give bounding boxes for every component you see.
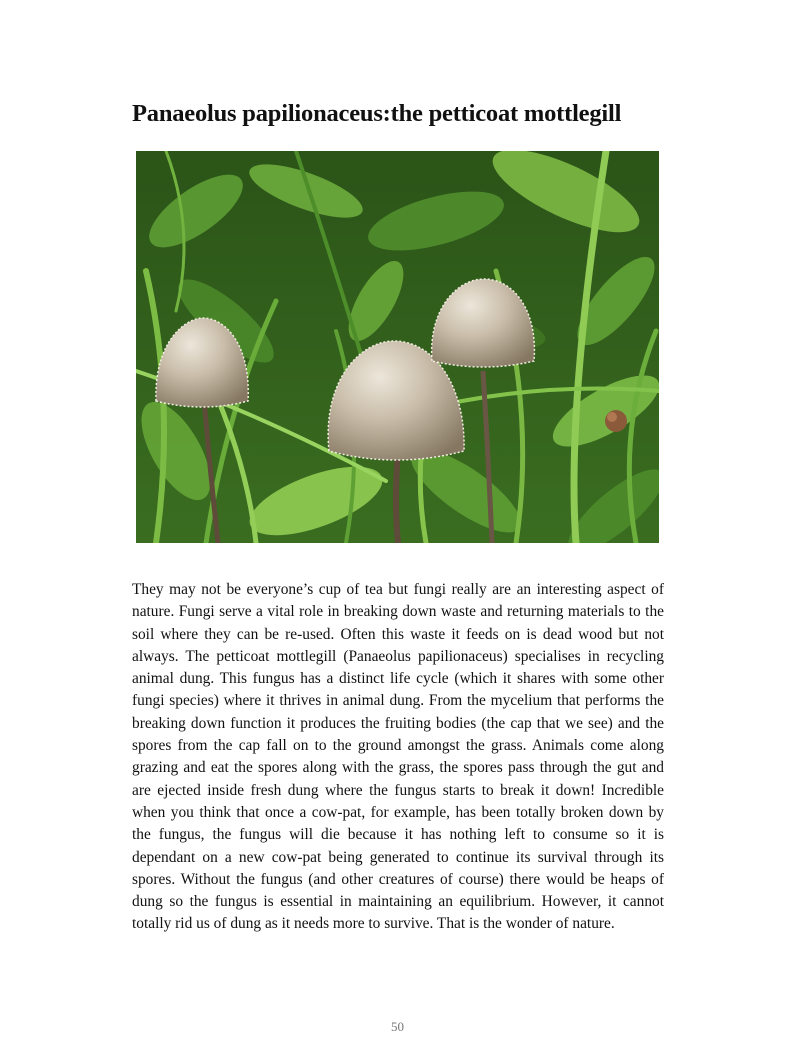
page-number: 50 [391, 1019, 404, 1034]
page-title: Panaeolus papilionaceus:the petticoat mottlegill [132, 100, 622, 127]
article-body: They may not be everyone’s cup of tea but fungi really are an interesting aspect of nature. Fungi serve a vital role in breaking down waste and returning materials to the soil where they can be re-used. Often this waste it feeds on is dead wood but not always. The petticoat mottlegill (Panaeolus papilionaceus) specialises in recycling animal dung. This fungus has a distinct life cycle (which it shares with some other fungi species) where it thrives in animal dung. From the mycelium that performs the breaking down function it produces the fruiting bodies (the cap that we see) and the spores from the cap fall on to the ground amongst the grass. Animals come along grazing and eat the spores along with the grass, the spores pass through the gut and are ejected inside fresh dung where the fungus starts to break it down! Incredible when you think that once a cow-pat, for example, has been totally broken down by the fungus, the fungus will die because it has nothing left to consume so it is dependant on a new cow-pat being generated to continue its survival through its spores. Without the fungus (and other creatures of course) there would be heaps of dung so the fungus is essential in maintaining an equilibrium. However, it cannot totally rid us of dung as it needs more to survive. That is the wonder of nature. [132, 581, 664, 933]
mushroom-photo [136, 151, 659, 543]
